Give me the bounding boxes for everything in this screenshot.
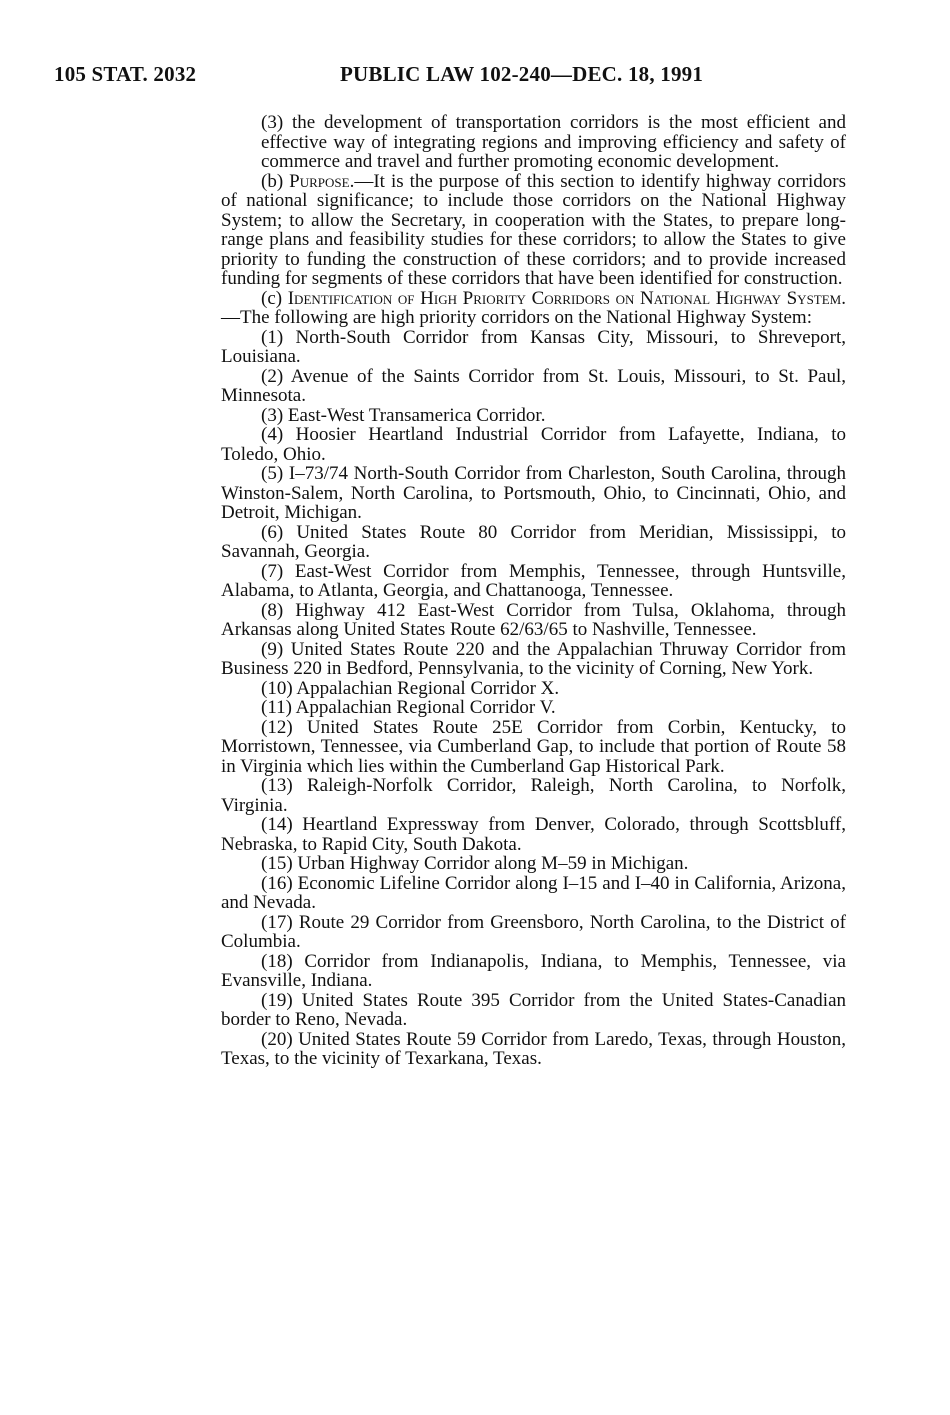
corridor-item: (3) East-West Transamerica Corridor.: [261, 404, 546, 426]
corridor-item: (5) I–73/74 North-South Corridor from Charleston, South Carolina, through Winston-Salem, North Carolina, to Portsmouth, Ohio, to Cincinnati, Ohio, and Detroit, Michigan.: [221, 463, 846, 523]
corridor-item: (15) Urban Highway Corridor along M–59 in Michigan.: [261, 853, 689, 874]
corridor-item: (12) United States Route 25E Corridor from Corbin, Kentucky, to Morristown, Tennessee, via Cumberland Gap, to include that portion of Route 58 in Virginia which lies within the Cumberland Gap Historical Park.: [221, 716, 846, 777]
section-b-label: (b): [261, 170, 290, 192]
page-header: [54, 62, 734, 92]
corridor-item: (14) Heartland Expressway from Denver, Colorado, through Scottsbluff, Nebraska, to Rapid City, South Dakota.: [221, 814, 846, 855]
corridor-item: (17) Route 29 Corridor from Greensboro, North Carolina, to the District of Columbia.: [221, 911, 846, 952]
law-title-date: PUBLIC LAW 102-240—DEC. 18, 1991: [340, 62, 704, 86]
corridor-item: (13) Raleigh-Norfolk Corridor, Raleigh, North Carolina, to Norfolk, Virginia.: [221, 775, 846, 816]
section-c-identification: [221, 289, 846, 328]
corridor-item: (4) Hoosier Heartland Industrial Corridor from Lafayette, Indiana, to Toledo, Ohio.: [221, 424, 846, 465]
section-b-text: —It is the purpose of this section to identify highway corridors of national significance; to include those corridors on the National Highway System; to allow the Secretary, in cooperation with the States, to prepare long-range plans and feasibility studies for these corridors; to allow the States to give priority to funding the construction of these corridors; and to provide increased funding for segments of these corridors that have been identified for construction.: [221, 170, 847, 289]
finding-3: (3) the development of transportation corridors is the most efficient and effective way of integrating regions and improving efficiency and safety of commerce and travel and further promoting economic development.: [261, 112, 846, 172]
section-c-heading: Identification of High Priority Corridors on National Highway System.: [287, 287, 846, 309]
corridor-item: (8) Highway 412 East-West Corridor from Tulsa, Oklahoma, through Arkansas along United States Route 62/63/65 to Nashville, Tennessee.: [221, 599, 846, 640]
corridor-item: (6) United States Route 80 Corridor from Meridian, Mississippi, to Savannah, Georgia.: [221, 521, 846, 562]
corridor-list: [221, 328, 846, 1069]
section-c-text: —The following are high priority corridors on the National Highway System:: [221, 307, 812, 328]
corridor-item: (20) United States Route 59 Corridor from Laredo, Texas, through Houston, Texas, to the vicinity of Texarkana, Texas.: [221, 1028, 846, 1069]
stat-page-number: 105 STAT. 2032: [54, 62, 197, 86]
corridor-item: (9) United States Route 220 and the Appalachian Thruway Corridor from Business 220 in Bedford, Pennsylvania, to the vicinity of Corning, New York.: [221, 638, 846, 679]
corridor-item: (18) Corridor from Indianapolis, Indiana, to Memphis, Tennessee, via Evansville, Indiana.: [221, 950, 846, 991]
section-b-purpose: [221, 172, 846, 289]
corridor-item: (7) East-West Corridor from Memphis, Tennessee, through Huntsville, Alabama, to Atlanta, Georgia, and Chattanooga, Tennessee.: [221, 560, 846, 601]
corridor-item: (19) United States Route 395 Corridor from the United States-Canadian border to Reno, Nevada.: [221, 989, 846, 1030]
section-c-label: (c): [261, 287, 288, 309]
corridor-item: (1) North-South Corridor from Kansas City, Missouri, to Shreveport, Louisiana.: [221, 326, 846, 367]
corridor-item: (2) Avenue of the Saints Corridor from St. Louis, Missouri, to St. Paul, Minnesota.: [221, 365, 846, 406]
section-b-heading: Purpose.: [289, 170, 355, 192]
corridor-item: (11) Appalachian Regional Corridor V.: [261, 697, 556, 718]
corridor-item: (16) Economic Lifeline Corridor along I–15 and I–40 in California, Arizona, and Nevada.: [221, 872, 846, 913]
corridor-item: (10) Appalachian Regional Corridor X.: [261, 677, 560, 699]
document-body: [221, 113, 846, 1069]
